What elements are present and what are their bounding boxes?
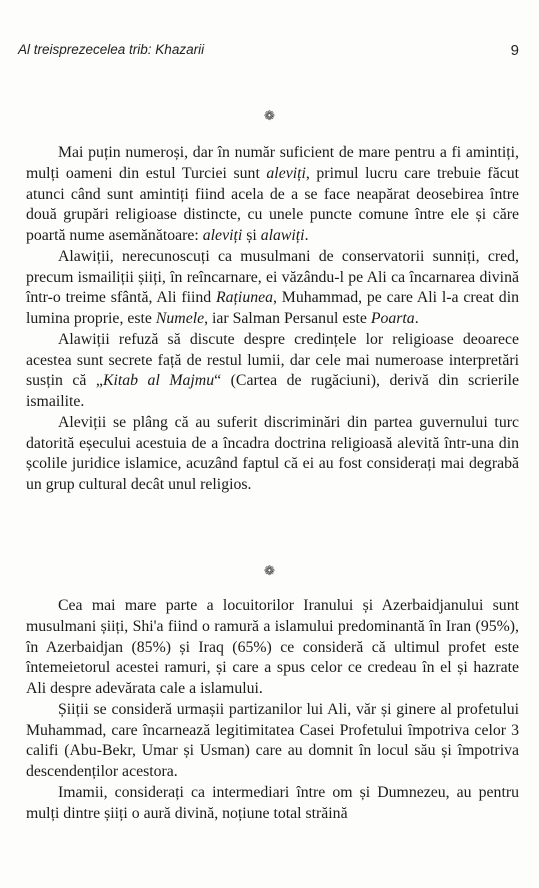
section-ornament-top: ❁ <box>264 109 275 124</box>
paragraph-shia-population: Cea mai mare parte a locuitorilor Iranului și Azerbaidjanului sunt musulmani șiiți, Shi'a fiind o ramură a islamului predominantă în Iran (95%), în Azerbaidjan (85%) și Iraq (65%) ce consideră că ultimul profet este întemeietorul acestei ramuri, și care a spus celor ce credeau în el și hazrate Ali despre adevărata cale a islamului. <box>26 597 519 697</box>
paragraph-alawiti-beliefs: Alawiții refuză să discute despre credințele lor religioase deoarece acestea sunt secrete față de restul lumii, dar cele mai numeroase interpretări susțin că „Kitab al Majmu“ (Cartea de rugăciuni), derivă din scrierile ismailite. <box>26 330 519 410</box>
paragraph-shia-partisans: Șiiții se consideră urmașii partizanilor lui Ali, văr și ginere al profetului Muhammad, care încarnează legitimitatea Casei Profetului împotriva celor 3 califi (Abu-Bekr, Umar și Usman) care au domnit în locul său și împotriva descendenților acestora. <box>26 700 519 780</box>
chapter-title: Al treisprezecelea trib: Khazarii <box>18 42 205 57</box>
section-1-text <box>26 143 519 496</box>
paragraph-imams: Imamii, considerați ca intermediari între om și Dumnezeu, au pentru mulți dintre șiiți o aură divină, noțiune total străină <box>26 783 519 822</box>
running-header <box>18 42 519 62</box>
paragraph-alawiti: Alawiții, nerecunoscuți ca musulmani de conservatorii sunniți, cred, precum ismailiții șiiți, în reîncarnare, ei văzându-l pe Ali ca încarnarea divină într-o treime sfântă, Ali fiind Rațiunea, Muhammad, pe care Ali l-a creat din lumina proprie, este Numele, iar Salman Persanul este Poarta. <box>26 247 519 327</box>
paragraph-aleviti-intro: Mai puțin numeroși, dar în număr suficient de mare pentru a fi amintiți, mulți oameni din estul Turciei sunt aleviți, primul lucru care trebuie făcut atunci când sunt amintiți fiind acela de a se face neapărat deosebirea între două grupări religioase distincte, cu unele puncte comune între ele și căre poartă nume asemănătoare: aleviți și alawiți. <box>26 144 520 244</box>
paragraph-aleviti-discrimination: Aleviții se plâng că au suferit discriminări din partea guvernului turc datorită eșecului acestuia de a încadra doctrina religioasă alevită într-una din școlile juridice islamice, acuzând faptul că ei au fost considerați mai degrabă un grup cultural decât unul religios. <box>26 413 519 493</box>
page-number: 9 <box>510 42 519 59</box>
section-2-text <box>26 596 519 824</box>
section-ornament-middle: ❁ <box>264 564 275 579</box>
